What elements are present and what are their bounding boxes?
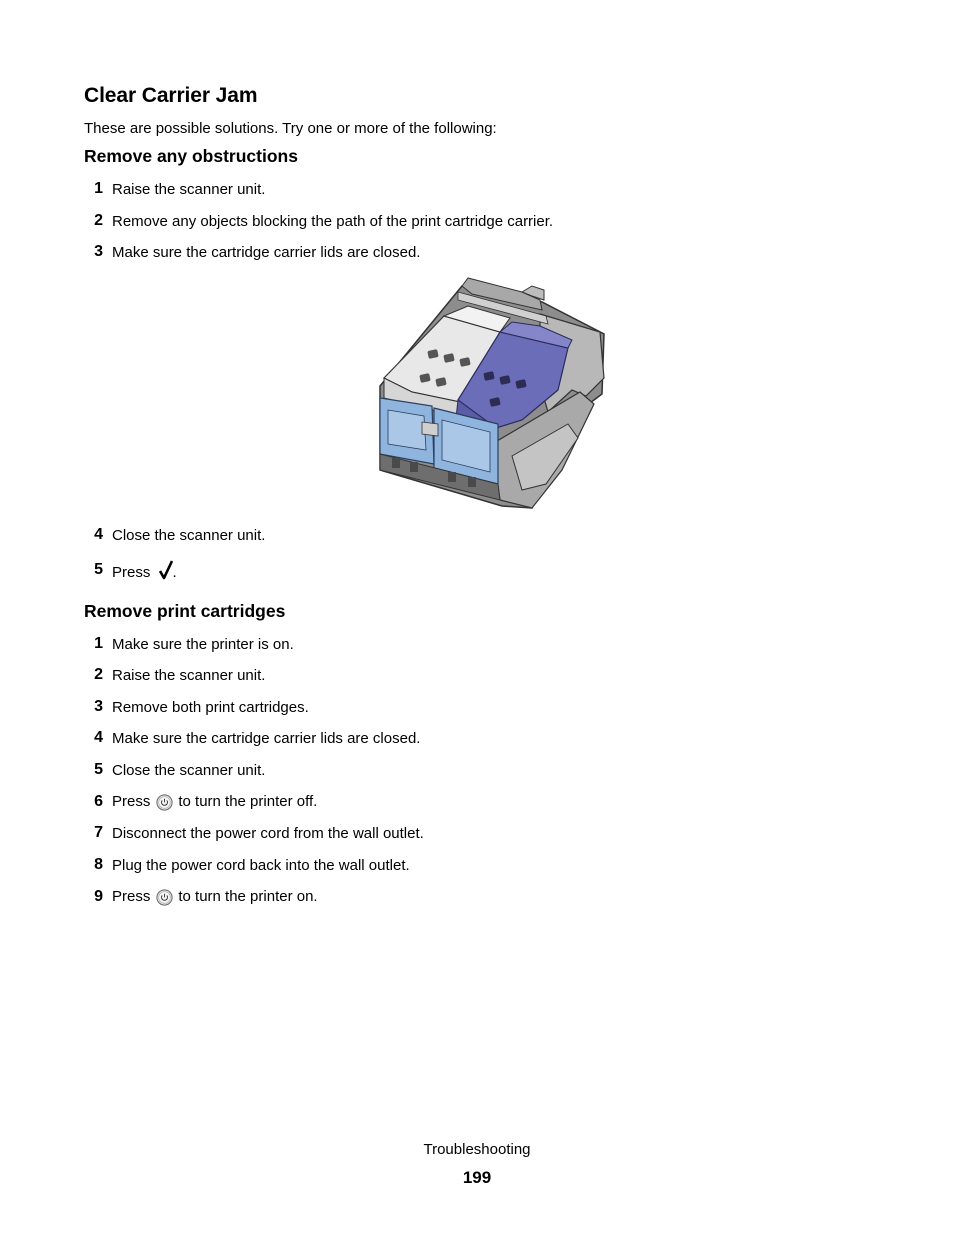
step-obstructions-3 [84,241,420,263]
step-text: Make sure the cartridge carrier lids are closed. [112,729,421,747]
page-number: 199 [462,1168,492,1187]
step-text: Raise the scanner unit. [112,666,266,684]
step-cartridges-3 [84,696,309,718]
intro-text: These are possible solutions. Try one or more of the following: [84,120,497,137]
step-number: 9 [94,888,103,905]
section-heading-cartridges: Remove print cartridges [84,601,286,621]
step-number: 1 [94,635,103,652]
step-text: Disconnect the power cord from the wall outlet. [112,824,424,842]
step-text: Raise the scanner unit. [112,180,266,198]
step-number: 5 [94,561,103,578]
power-button-icon [156,889,173,906]
step-text: Plug the power cord back into the wall outlet. [112,856,410,874]
step-number: 2 [94,666,103,683]
step-text-after: to turn the printer off. [178,793,318,811]
step-number: 3 [94,698,103,715]
step-text: Make sure the printer is on. [112,635,294,653]
step-text-after: . [172,563,177,581]
step-text-before: Press [112,888,151,906]
step-text: Make sure the cartridge carrier lids are closed. [112,243,421,261]
step-number: 4 [94,729,103,746]
step-text-before: Press [112,793,151,811]
step-cartridges-9 [84,886,318,908]
step-obstructions-1 [84,178,265,200]
step-cartridges-6 [84,791,317,813]
checkmark-icon [159,560,173,580]
page-title: Clear Carrier Jam [84,84,258,107]
step-obstructions-5 [84,559,177,581]
power-button-icon [156,794,173,811]
step-text: Remove both print cartridges. [112,698,309,716]
step-number: 4 [94,526,103,543]
step-text [112,793,317,811]
step-obstructions-2 [84,210,553,232]
footer-section-label: Troubleshooting [423,1141,531,1158]
step-text: Close the scanner unit. [112,761,266,779]
step-number: 1 [94,180,103,197]
step-number: 5 [94,761,103,778]
step-cartridges-1 [84,633,294,655]
step-text [112,560,177,581]
step-number: 3 [94,243,103,260]
step-number: 7 [94,824,103,841]
step-text [112,888,318,906]
step-obstructions-4 [84,524,265,546]
step-cartridges-7 [84,822,424,844]
step-number: 2 [94,212,103,229]
step-cartridges-8 [84,854,410,876]
step-cartridges-4 [84,727,420,749]
step-text-after: to turn the printer on. [178,888,318,906]
step-text: Close the scanner unit. [112,526,266,544]
step-number: 8 [94,856,103,873]
step-cartridges-5 [84,759,265,781]
step-cartridges-2 [84,664,265,686]
section-heading-obstructions: Remove any obstructions [84,146,298,166]
cartridge-carrier-illustration [372,274,608,514]
step-number: 6 [94,793,103,810]
step-text-before: Press [112,563,151,581]
step-text: Remove any objects blocking the path of the print cartridge carrier. [112,212,554,230]
